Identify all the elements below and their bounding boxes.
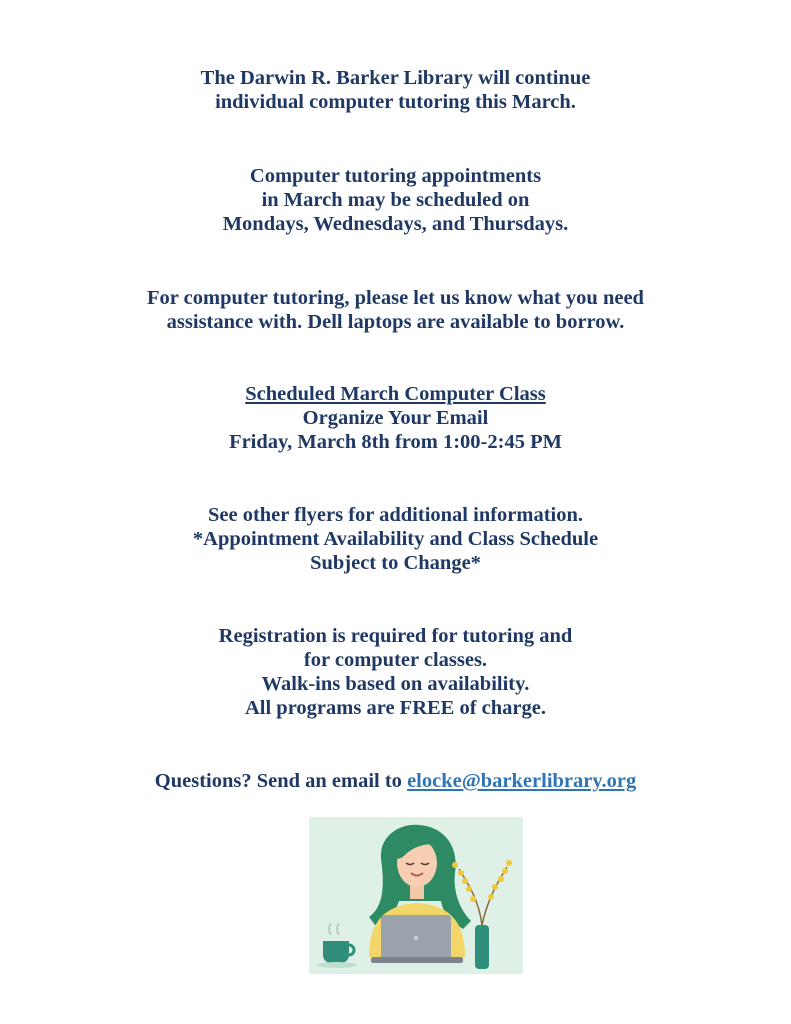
registration-line-3: Walk-ins based on availability. [261, 673, 530, 695]
vase-shape [475, 925, 489, 969]
intro-line-2: individual computer tutoring this March. [215, 91, 576, 113]
class-time: Friday, March 8th from 1:00-2:45 PM [229, 431, 562, 453]
assistance-line-1: For computer tutoring, please let us know what you need [147, 287, 644, 309]
assistance-line-2: assistance with. Dell laptops are available to borrow. [166, 311, 625, 333]
laptop-logo [414, 936, 418, 940]
notice-line-2: *Appointment Availability and Class Schedule [192, 528, 599, 550]
contact-line [0, 769, 791, 794]
class-heading-text: Scheduled March Computer Class [245, 383, 546, 405]
appointments-line-2: in March may be scheduled on [261, 189, 530, 211]
cup-saucer [317, 962, 357, 968]
intro-line-1: The Darwin R. Barker Library will continue [200, 67, 591, 89]
laptop-base [371, 957, 463, 963]
appointments-line-3: Mondays, Wednesdays, and Thursdays. [222, 213, 569, 235]
registration-line-4: All programs are FREE of charge. [244, 697, 546, 719]
email-link[interactable]: elocke@barkerlibrary.org [407, 770, 637, 792]
registration-line-2: for computer classes. [303, 649, 488, 671]
contact-prefix: Questions? Send an email to [154, 770, 402, 792]
class-title: Organize Your Email [302, 407, 489, 429]
notice-line-3: Subject to Change* [310, 552, 481, 574]
coffee-cup [323, 941, 349, 963]
appointments-line-1: Computer tutoring appointments [249, 165, 542, 187]
registration-line-1: Registration is required for tutoring and [218, 625, 573, 647]
tutoring-illustration [309, 817, 523, 974]
notice-line-1: See other flyers for additional information. [207, 504, 584, 526]
class-heading [0, 382, 791, 407]
